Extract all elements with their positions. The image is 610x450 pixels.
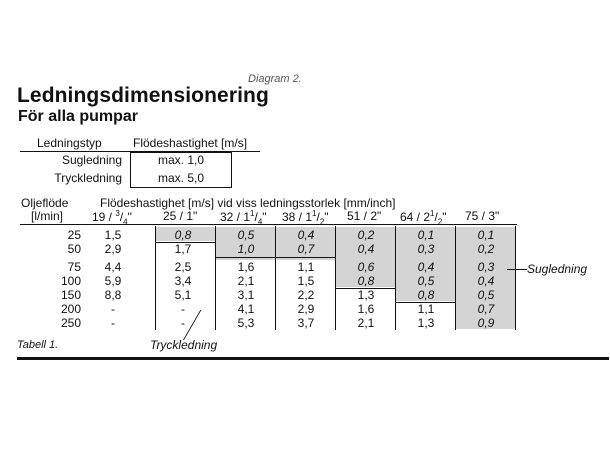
flow-value: 100	[60, 274, 81, 288]
speed-value: 3,7	[297, 316, 315, 330]
speed-value: 2,1	[357, 316, 375, 330]
flow-header: Oljeflöde	[21, 196, 69, 210]
flow-unit: [l/min]	[31, 209, 64, 223]
speed-value: 5,3	[237, 316, 255, 330]
column-header: $38 / 1^1/_2$"	[282, 209, 329, 227]
diagram-label: Diagram 2.	[248, 73, 302, 85]
speed-value: 0,8	[357, 274, 375, 288]
page-title: Ledningsdimensionering	[17, 84, 269, 107]
column-header: $32 / 1^1/_4$"	[220, 209, 267, 227]
speed-value: 0,5	[477, 288, 495, 302]
suction-pointer	[507, 269, 527, 270]
speed-value: 0,7	[297, 242, 315, 256]
speed-value: 0,5	[417, 274, 435, 288]
speed-value: 1,6	[237, 260, 255, 274]
speed-value: 0,6	[357, 260, 375, 274]
speed-value: 1,6	[357, 302, 375, 316]
speed-value: 0,2	[477, 242, 495, 256]
speed-value: 0,8	[174, 228, 192, 242]
flow-value: 150	[60, 288, 81, 302]
type-label-pressure: Tryckledning	[54, 171, 122, 185]
speed-value: 0,4	[417, 260, 435, 274]
type-label-suction: Sugledning	[61, 153, 122, 167]
flow-value: 200	[60, 302, 81, 316]
speed-value: 1,7	[174, 242, 192, 256]
speed-value: 2,2	[297, 288, 315, 302]
flow-value: 75	[67, 260, 81, 274]
table-header-divider	[20, 224, 517, 225]
speed-value: 8,8	[104, 288, 122, 302]
speed-value: 1,1	[417, 302, 435, 316]
column-header: 75 / 3"	[465, 209, 500, 223]
speed-value: 0,3	[417, 242, 435, 256]
speed-value: 4,1	[237, 302, 255, 316]
speed-value: 3,1	[237, 288, 255, 302]
speed-value: 1,3	[357, 288, 375, 302]
speed-value: 5,1	[174, 288, 192, 302]
speed-value: 0,4	[357, 242, 375, 256]
speed-value: 2,1	[237, 274, 255, 288]
speed-value: 1,3	[417, 316, 435, 330]
speed-value: 0,9	[477, 316, 495, 330]
page-subtitle: För alla pumpar	[18, 108, 139, 125]
speed-value: 1,1	[297, 260, 315, 274]
speed-value: 1,5	[297, 274, 315, 288]
flow-value: 250	[60, 316, 81, 330]
speed-value: 3,4	[174, 274, 192, 288]
speed-value: 1,5	[104, 228, 122, 242]
speed-value: 0,5	[237, 228, 255, 242]
speed-value: -	[181, 302, 185, 316]
speed-value: 2,9	[104, 242, 122, 256]
flow-value: 50	[67, 242, 81, 256]
speed-value: 0,3	[477, 260, 495, 274]
speed-value: 0,2	[357, 228, 375, 242]
suction-label: Sugledning	[527, 262, 588, 276]
column-divider	[515, 226, 516, 330]
speed-value: 0,8	[417, 288, 435, 302]
speed-value: 2,5	[174, 260, 192, 274]
column-divider	[335, 226, 336, 330]
pipe-type-header: Ledningstyp	[37, 136, 102, 150]
speed-value: -	[111, 302, 115, 316]
speed-value: 0,7	[477, 302, 495, 316]
speed-value: 0,1	[417, 228, 435, 242]
speed-value: 0,4	[477, 274, 495, 288]
table-caption: Tabell 1.	[17, 339, 59, 351]
column-divider	[455, 226, 456, 330]
column-header: $64 / 2^1/_2$"	[400, 209, 447, 227]
column-header: $19 / ^3/_4$"	[92, 209, 132, 227]
column-divider	[215, 226, 216, 330]
column-divider	[275, 226, 276, 330]
speed-value: 2,9	[297, 302, 315, 316]
speed-header: Flödeshastighet [m/s] vid viss ledningsstorlek [mm/inch]	[100, 196, 396, 210]
speed-value: -	[111, 316, 115, 330]
speed-value: 4,4	[104, 260, 122, 274]
column-divider	[395, 226, 396, 330]
speed-value: 0,4	[297, 228, 315, 242]
bottom-rule	[17, 357, 609, 360]
flow-speed-header: Flödeshastighet [m/s]	[133, 136, 248, 150]
flow-value: 25	[67, 228, 81, 242]
pressure-label: Tryckledning	[150, 338, 218, 352]
column-header: 25 / 1"	[163, 209, 198, 223]
speed-value-pressure: max. 5,0	[157, 171, 205, 185]
column-header: 51 / 2"	[347, 209, 382, 223]
speed-value: 0,1	[477, 228, 495, 242]
speed-value: 1,0	[237, 242, 255, 256]
speed-value: -	[181, 316, 185, 330]
speed-value-suction: max. 1,0	[157, 153, 205, 167]
speed-value: 5,9	[104, 274, 122, 288]
row-divider	[215, 257, 335, 258]
